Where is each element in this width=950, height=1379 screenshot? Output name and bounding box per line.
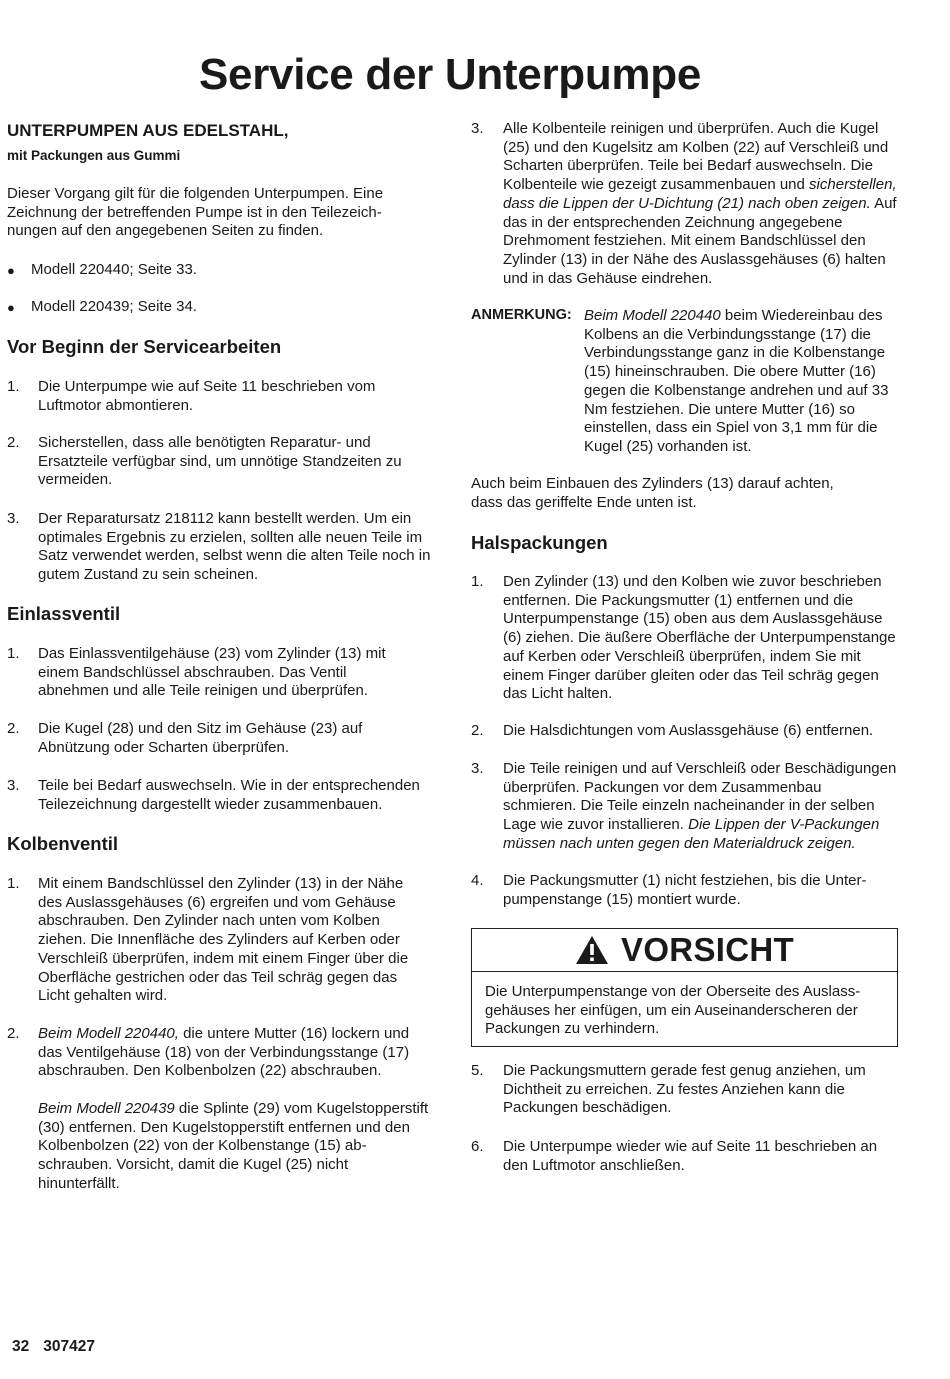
step-text: Beim Modell 220440, die untere Mutter (16) lockern und das Ventilgehäuse (18) von der Verbindungsstange (17) abschrauben. Den Kolbenbolzen (22) abschrauben. (38, 1025, 410, 1080)
section-title: Kolbenventil (7, 833, 119, 854)
step-text: Sicherstellen, dass alle benötigten Reparatur- und Ersatzteile verfügbar sind, um unnötige Standzeiten zu vermeiden. (38, 434, 402, 489)
section-title: Halspackungen (471, 532, 608, 553)
step-number: 1. (7, 875, 20, 892)
document-number: 307427 (43, 1338, 95, 1355)
page-footer (12, 1338, 109, 1356)
model-list-item: Modell 220439; Seite 34. (31, 298, 197, 315)
step-number: 3. (471, 760, 484, 777)
caution-header (472, 929, 897, 972)
bullet-icon: ● (7, 300, 15, 315)
step-number: 2. (471, 722, 484, 739)
page-title: Service der Unterpumpe (198, 50, 702, 99)
model-ref: Beim Modell 220439 (38, 1100, 175, 1117)
step-text: Die Unterpumpe wie auf Seite 11 beschrieben vom Luftmotor abmontieren. (38, 378, 376, 414)
step-number: 1. (7, 378, 20, 395)
warning-icon (575, 935, 609, 965)
step-text: Mit einem Bandschlüssel den Zylinder (13) in der Nähe des Auslassgehäuses (6) ergreifen und vom Gehäuse abschrauben. Den Zylinder nach unten vom Kolben ziehen. Die Innenfläche des Zylinders auf Kerben oder Verschleiß überprüfen, indem mit einem Finger über die Oberfläche gestrichen oder das Teil schräg gegen das Licht gehalten wird. (38, 875, 409, 1005)
step-number: 2. (7, 720, 20, 737)
step-text: Die Halsdichtungen vom Auslassgehäuse (6) entfernen. (503, 722, 874, 739)
model-ref: Beim Modell 220440, (38, 1025, 179, 1042)
step-number: 1. (7, 645, 20, 662)
step-text: Die Kugel (28) und den Sitz im Gehäuse (23) auf Abnützung oder Scharten überprüfen. (38, 720, 363, 756)
step-text: Die Teile reinigen und auf Verschleiß oder Beschädigungen überprüfen. Packungen vor dem Zusammenbau schmieren. Die Teile einzeln nacheinander in der selben Lage wie zuvor installieren. Die Lippen der V-Packungen müssen nach unten gegen den Materialdruck zeigen. (503, 760, 897, 852)
step-number: 1. (471, 573, 484, 590)
note-text: Beim Modell 220440 beim Wiedereinbau des Kolbens an die Verbindungsstange (17) die Verbindungsstange ganz in die Kolbenstange (15) hineinschrauben. Die obere Mutter (16) gegen die Kolbenstange andrehen und auf 33 Nm festziehen. Die untere Mutter (16) so einstellen, dass ein Spiel von 3,1 mm für die Kugel (25) vorhanden ist. (584, 307, 889, 455)
step-text: Das Einlassventilgehäuse (23) vom Zylinder (13) mit einem Bandschlüssel abschrauben. Das Ventil abnehmen und alle Teile reinigen und überprüfen. (38, 645, 386, 700)
step-number: 3. (7, 510, 20, 527)
bullet-icon: ● (7, 263, 15, 278)
step-text: Beim Modell 220439 die Splinte (29) vom Kugelstopperstift (30) entfernen. Den Kugelstopperstift entfernen und den Kolbenbolzen (22) von der Kolbenstange (15) abschrauben. Vorsicht, damit die Kugel (25) nicht hinunterfällt. (38, 1100, 429, 1192)
step-text: Der Reparatursatz 218112 kann bestellt werden. Um ein optimales Ergebnis zu erzielen, sollten alle neuen Teile im Satz verwendet werden, selbst wenn die alten Teile noch in gutem Zustand zu sein scheinen. (38, 510, 431, 584)
section-subheading: mit Packungen aus Gummi (7, 148, 181, 163)
caution-title: VORSICHT (621, 931, 794, 968)
note-label: ANMERKUNG: (471, 307, 572, 323)
step-text: Den Zylinder (13) und den Kolben wie zuvor beschrieben entfernen. Die Packungsmutter (1) entfernen und die Unterpumpenstange (15) oben aus dem Auslassgehäuse (6) ziehen. Die äußere Oberfläche der Unterpumpenstange auf Kerben oder Verschleiß überprüfen, indem Sie mit einem Finger darüber gleiten oder das Teil schräg gegen das Licht halten. (503, 573, 896, 703)
step-text: Alle Kolbenteile reinigen und überprüfen. Auch die Kugel (25) und den Kugelsitz am Kolben (22) auf Verschleiß und Scharten überprüfen. Teile bei Bedarf auswechseln. Die Kolbenteile wie gezeigt zusammenbauen und sicherstellen, dass die Lippen der U-Dichtung (21) nach oben zeigen. Auf das in der entsprechenden Zeichnung angegebene Drehmoment festziehen. Mit einem Bandschlüssel den Zylinder (13) in der Nähe des Auslassgehäuses (6) halten und in das Gehäuse eindrehen. (503, 120, 897, 287)
step-number: 2. (7, 434, 20, 451)
step-number: 3. (471, 120, 484, 137)
intro-paragraph: Dieser Vorgang gilt für die folgenden Unterpumpen. Eine Zeichnung der betreffenden Pumpe ist in den Teilezeichnungen auf den angegebenen Seiten zu finden. (7, 185, 384, 240)
step-text: Die Packungsmuttern gerade fest genug anziehen, um Dichtheit zu erreichen. Zu festes Anziehen kann die Packungen beschädigen. (503, 1062, 866, 1117)
caution-text: Die Unterpumpenstange von der Oberseite des Auslassgehäuses her einfügen, um ein Auseinanderscheren der Packungen zu verhindern. (485, 983, 861, 1038)
step-text: Teile bei Bedarf auswechseln. Wie in der entsprechenden Teilezeichnung dargestellt wieder zusammenbauen. (38, 777, 420, 813)
note-followup: Auch beim Einbauen des Zylinders (13) darauf achten, dass das geriffelte Ende unten ist. (471, 475, 834, 511)
caution-box (471, 928, 898, 1047)
step-number: 3. (7, 777, 20, 794)
step-number: 6. (471, 1138, 484, 1155)
page-number: 32 (12, 1338, 30, 1355)
step-number: 2. (7, 1025, 20, 1042)
step-number: 5. (471, 1062, 484, 1079)
section-title: Vor Beginn der Servicearbeiten (7, 336, 282, 357)
section-title: Einlassventil (7, 603, 121, 624)
model-list-item: Modell 220440; Seite 33. (31, 261, 197, 278)
step-text: Die Packungsmutter (1) nicht festziehen, bis die Unterpumpenstange (15) montiert wurde. (503, 872, 867, 908)
step-text: Die Unterpumpe wieder wie auf Seite 11 beschrieben an den Luftmotor anschließen. (503, 1138, 878, 1174)
section-heading: UNTERPUMPEN AUS EDELSTAHL, (7, 121, 289, 140)
step-number: 4. (471, 872, 484, 889)
